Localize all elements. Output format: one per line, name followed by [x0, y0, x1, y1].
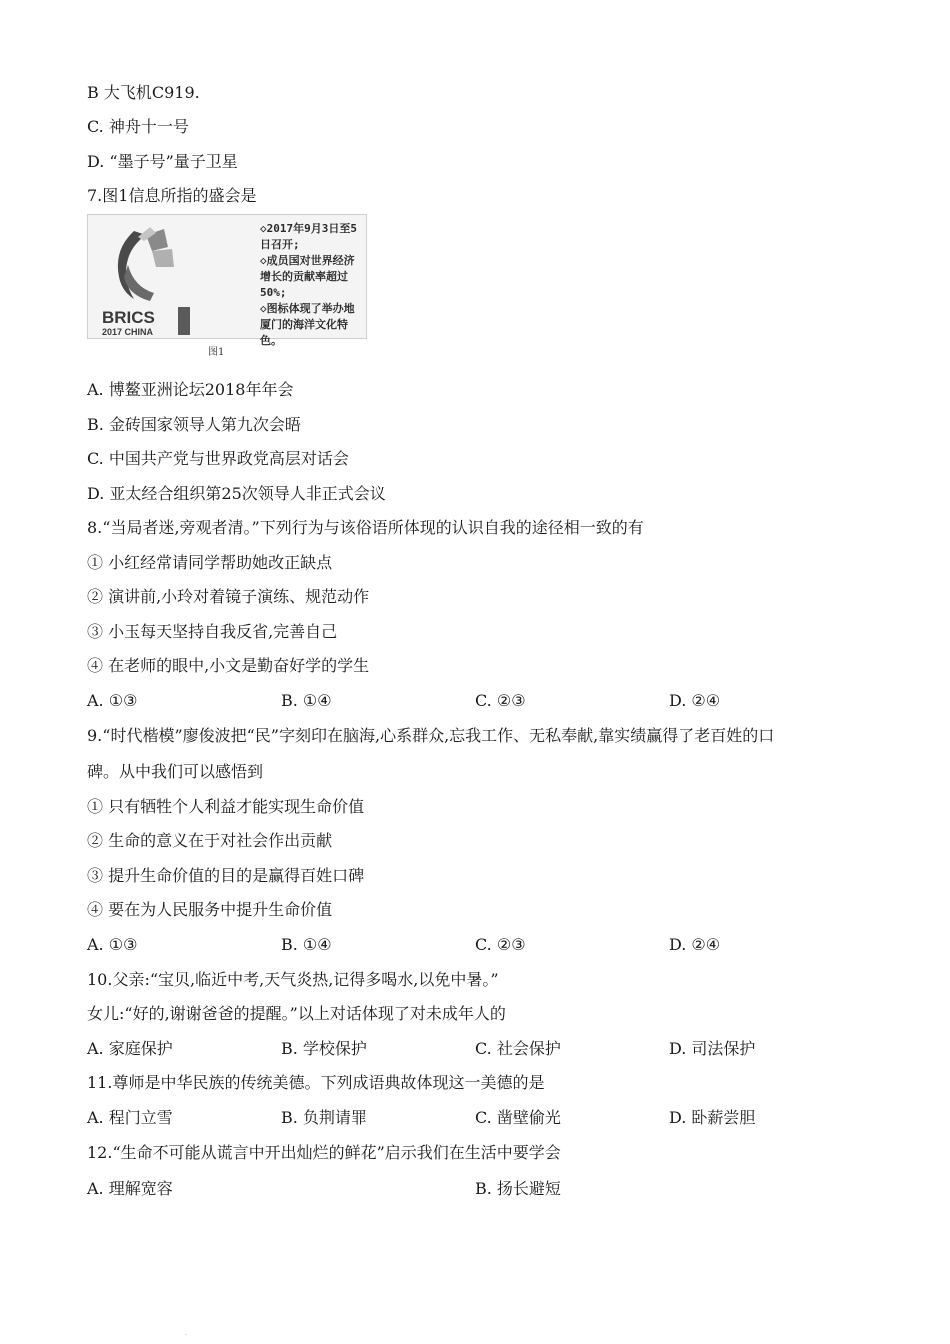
q9-item-4: ④ 要在为人民服务中提升生命价值 — [87, 900, 333, 919]
q8-item-3: ③ 小玉每天坚持自我反省,完善自己 — [87, 622, 338, 641]
brics-logo — [94, 221, 190, 337]
q9-option-a: A. ①③ — [87, 935, 138, 954]
q11-option-d: D. 卧薪尝胆 — [669, 1108, 756, 1127]
q11-option-a: A. 程门立雪 — [87, 1108, 173, 1127]
q9-item-3: ③ 提升生命价值的目的是赢得百姓口碑 — [87, 866, 365, 885]
figure-info-text — [260, 221, 366, 349]
q6-option-c: C. 神舟十一号 — [87, 117, 189, 136]
figure-info-line: 增长的贡献率超过50%; — [260, 270, 348, 299]
q7-option-a: A. 博鳌亚洲论坛2018年年会 — [87, 380, 294, 399]
q8-option-a: A. ①③ — [87, 691, 138, 710]
q9-item-2: ② 生命的意义在于对社会作出贡献 — [87, 831, 333, 850]
q7-option-d: D. 亚太经合组织第25次领导人非正式会议 — [87, 484, 386, 503]
brics-logo-subtext: 2017 CHINA — [102, 327, 154, 337]
q12-stem: 12.“生命不可能从谎言中开出灿烂的鲜花”启示我们在生活中要学会 — [87, 1143, 561, 1162]
q10-option-d: D. 司法保护 — [669, 1039, 756, 1058]
figure-caption: 图1 — [208, 347, 225, 358]
q12-option-a: A. 理解宽容 — [87, 1179, 173, 1198]
q11-option-c: C. 凿壁偷光 — [475, 1108, 561, 1127]
q9-stem-line2: 碑。从中我们可以感悟到 — [87, 762, 264, 781]
figure-info-line: ◇成员国对世界经济 — [260, 254, 355, 267]
figure-1 — [87, 214, 367, 347]
q11-option-b: B. 负荆请罪 — [281, 1108, 367, 1127]
q6-option-d: D. “墨子号”量子卫星 — [87, 152, 238, 171]
q10-stem-line1: 10.父亲:“宝贝,临近中考,天气炎热,记得多喝水,以免中暑。” — [87, 970, 499, 989]
q8-stem: 8.“当局者迷,旁观者清。”下列行为与该俗语所体现的认识自我的途径相一致的有 — [87, 518, 644, 537]
q7-stem: 7.图1信息所指的盛会是 — [87, 186, 257, 205]
brics-emblem-icon — [94, 221, 190, 307]
q12-option-b: B. 扬长避短 — [475, 1179, 561, 1198]
figure-info-line: 日召开; — [260, 238, 300, 251]
figure-info-line: ◇2017年9月3日至5 — [260, 222, 357, 235]
q8-item-1: ① 小红经常请同学帮助她改正缺点 — [87, 553, 333, 572]
brics-logo-text: BRICS — [102, 308, 155, 327]
q9-item-1: ① 只有牺牲个人利益才能实现生命价值 — [87, 797, 365, 816]
q9-option-d: D. ②④ — [669, 935, 721, 954]
q9-option-b: B. ①④ — [281, 935, 332, 954]
figure-info-line: ◇图标体现了举办地 — [260, 302, 355, 315]
q9-option-c: C. ②③ — [475, 935, 526, 954]
q8-item-4: ④ 在老师的眼中,小文是勤奋好学的学生 — [87, 656, 370, 675]
q10-stem-line2: 女儿:“好的,谢谢爸爸的提醒。”以上对话体现了对未成年人的 — [87, 1004, 506, 1023]
figure-info-line: 厦门的海洋文化特色。 — [260, 318, 348, 347]
q7-option-b: B. 金砖国家领导人第九次会晤 — [87, 415, 301, 434]
q9-stem-line1: 9.“时代楷模”廖俊波把“民”字刻印在脑海,心系群众,忘我工作、无私奉献,靠实绩赢得了老百姓的口 — [87, 726, 775, 745]
q10-option-b: B. 学校保护 — [281, 1039, 367, 1058]
q8-option-c: C. ②③ — [475, 691, 526, 710]
q10-option-c: C. 社会保护 — [475, 1039, 561, 1058]
q11-stem: 11.尊师是中华民族的传统美德。下列成语典故体现这一美德的是 — [87, 1073, 545, 1092]
footer-mark: . — [185, 1330, 187, 1337]
xiamen-seal-icon — [178, 307, 190, 335]
q8-option-b: B. ①④ — [281, 691, 332, 710]
q6-option-b: B 大飞机C919. — [87, 83, 200, 102]
q8-option-d: D. ②④ — [669, 691, 721, 710]
q7-option-c: C. 中国共产党与世界政党高层对话会 — [87, 449, 349, 468]
q8-item-2: ② 演讲前,小玲对着镜子演练、规范动作 — [87, 587, 370, 606]
q10-option-a: A. 家庭保护 — [87, 1039, 173, 1058]
